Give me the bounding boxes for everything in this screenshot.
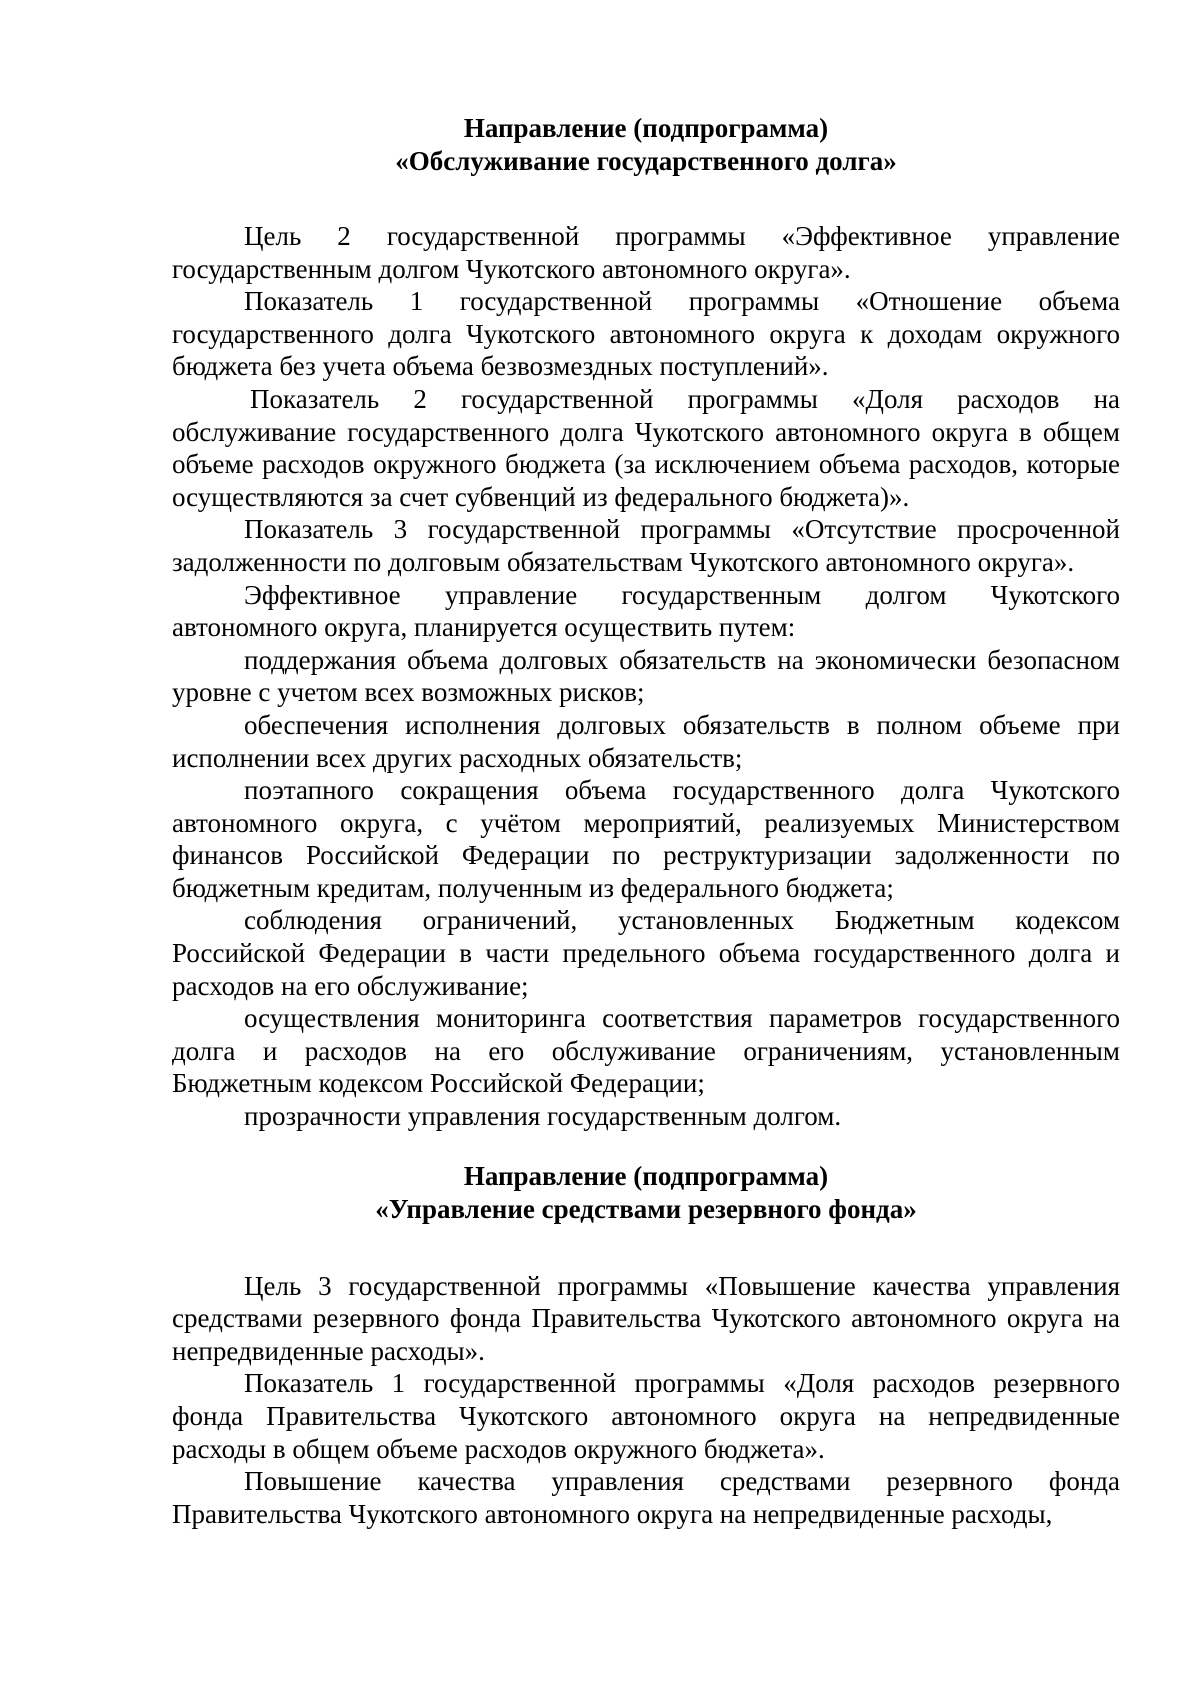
paragraph-intro: Повышение качества управления средствами резервного фонда Правительства Чукотского автономного округа на непредвиденные расходы, — [172, 1466, 1120, 1529]
section-heading-line1: Направление (подпрограмма) — [463, 1160, 829, 1191]
paragraph-indicator-2: Показатель 2 государственной программы «Доля расходов на обслуживание государственного долга Чукотского автономного округа в общем объеме расходов окружного бюджета (за исключением объема расходов, которые осуществляются за счет субвенций из федерального бюджета)». — [172, 383, 1120, 512]
document-page — [172, 112, 1120, 1530]
paragraph-indicator-1: Показатель 1 государственной программы «Отношение объема государственного долга Чукотского автономного округа к доходам окружного бюджета без учета объема безвозмездных поступлений». — [172, 286, 1120, 382]
paragraph-item: соблюдения ограничений, установленных Бюджетным кодексом Российской Федерации в части предельного объема государственного долга и расходов на его обслуживание; — [172, 905, 1120, 1001]
paragraph-item: поддержания объема долговых обязательств на экономически безопасном уровне с учетом всех возможных рисков; — [172, 644, 1120, 708]
section-heading-line1: Направление (подпрограмма) — [463, 113, 829, 143]
paragraph-indicator-3: Показатель 3 государственной программы «Отсутствие просроченной задолженности по долговым обязательствам Чукотского автономного округа». — [172, 514, 1120, 577]
paragraph-item: обеспечения исполнения долговых обязательств в полном объеме при исполнении всех других расходных обязательств; — [172, 709, 1120, 773]
paragraph-item: осуществления мониторинга соответствия параметров государственного долга и расходов на его обслуживание ограничениям, установленным Бюджетным кодексом Российской Федерации; — [172, 1003, 1120, 1099]
paragraph-item: поэтапного сокращения объема государственного долга Чукотского автономного округа, с учётом мероприятий, реализуемых Министерством финансов Российской Федерации по реструктуризации задолженности по бюджетным кредитам, полученным из федерального бюджета; — [172, 775, 1120, 903]
paragraph-item: прозрачности управления государственным долгом. — [244, 1101, 842, 1132]
paragraph-indicator-1: Показатель 1 государственной программы «Доля расходов резервного фонда Правительства Чукотского автономного округа на непредвиденные расходы в общем объеме расходов окружного бюджета». — [172, 1368, 1120, 1464]
paragraph-goal: Цель 3 государственной программы «Повышение качества управления средствами резервного фонда Правительства Чукотского автономного округа на непредвиденные расходы». — [172, 1270, 1120, 1366]
section-heading — [172, 112, 1120, 178]
section-heading-line2: «Управление средствами резервного фонда» — [375, 1193, 917, 1224]
paragraph-intro: Эффективное управление государственным долгом Чукотского автономного округа, планируется осуществить путем: — [172, 579, 1120, 643]
paragraph-goal: Цель 2 государственной программы «Эффективное управление государственным долгом Чукотского автономного округа». — [172, 221, 1120, 284]
section-heading-line2: «Обслуживание государственного долга» — [395, 146, 897, 176]
section-heading — [172, 1160, 1120, 1226]
